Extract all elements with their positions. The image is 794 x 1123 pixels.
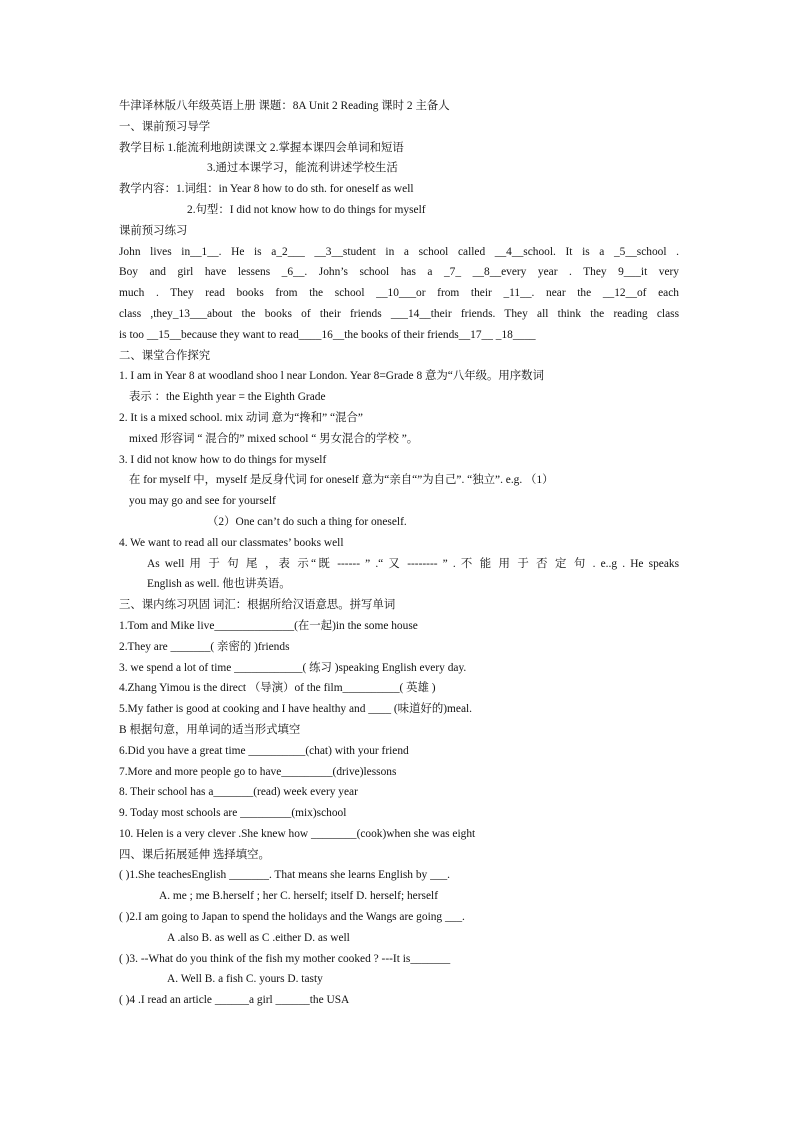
text-line: 1.Tom and Mike live______________(在一起)in the some house [119,619,418,632]
text-line: 1. I am in Year 8 at woodland shoo l near London. Year 8=Grade 8 意为“八年级。用序数词 [119,370,544,383]
text-line: John lives in__1__. He is a_2___ __3__student in a school called __4__school. It is a _5__school . [119,245,679,258]
text-line: 3.通过本课学习，能流利讲述学校生活 [207,162,398,175]
text-line: 2.They are _______( 亲密的 )friends [119,640,290,653]
text-line: A .also B. as well as C .either D. as well [167,931,350,944]
text-line: 表示 ：the Eighth year = the Eighth Grade [129,391,326,404]
text-line: 2.句型：I did not know how to do things for myself [187,203,426,216]
text-line: is too __15__because they want to read____16__the books of their friends__17__ _18____ [119,328,536,341]
text-line: 一、课前预习导学 [119,120,211,133]
text-line: 四、课后拓展延伸 选择填空。 [119,848,270,861]
text-line: 10. Helen is a very clever .She knew how ________(cook)when she was eight [119,827,476,840]
text-line: 课前预习练习 [119,224,188,237]
text-line: 在 for myself 中，myself 是反身代词 for oneself 意为“亲自“”为自己”. “独立”. e.g. （1） [129,474,554,487]
text-line: ( )2.I am going to Japan to spend the holidays and the Wangs are going ___. [119,911,465,924]
text-line: 9. Today most schools are _________(mix)school [119,807,347,820]
text-line: 5.My father is good at cooking and I have healthy and ____ (味道好的)meal. [119,703,473,716]
text-line: 6.Did you have a great time __________(chat) with your friend [119,744,409,757]
text-line: 教学目标 1.能流利地朗读课文 2.掌握本课四会单词和短语 [119,141,404,154]
text-line: （2）One can’t do such a thing for oneself. [207,515,407,528]
text-line: B 根据句意，用单词的适当形式填空 [119,723,301,736]
text-line: Boy and girl have lessens _6__. John’s school has a _7_ __8__every year . They 9___it very [119,266,679,279]
text-line: 4.Zhang Yimou is the direct （导演）of the film__________( 英雄 ) [119,682,436,695]
text-line: 二、课堂合作探究 [119,349,211,362]
text-line: mixed 形容词 “ 混合的” mixed school “ 男女混合的学校 ”。 [129,432,419,445]
document-page [119,96,679,1011]
text-line: 教学内容：1.词组：in Year 8 how to do sth. for oneself as well [119,183,414,196]
text-line: 2. It is a mixed school. mix 动词 意为“搀和” “混合” [119,411,363,424]
text-line: A. Well B. a fish C. yours D. tasty [167,973,323,986]
text-line: ( )1.She teachesEnglish _______. That means she learns English by ___. [119,869,451,882]
text-line: A. me ; me B.herself ; her C. herself; itself D. herself; herself [159,890,438,903]
text-line: 3. we spend a lot of time ____________( 练习 )speaking English every day. [119,661,467,674]
text-line: 三、课内练习巩固 词汇：根据所给汉语意思。拼写单词 [119,599,396,612]
text-line: much . They read books from the school __10___or from their _11__. near the __12__of each [119,287,679,300]
text-line: English as well. 他也讲英语。 [147,578,291,591]
text-line: class ,they_13___about the books of their friends ___14__their friends. They all think the reading class [119,307,679,320]
text-line: As well 用 于 句 尾 ，表 示“既 ------ ” .“ 又 -------- ” . 不 能 用 于 否 定 句 . e..g . He speaks [147,557,679,570]
text-line: ( )3. --What do you think of the fish my mother cooked ? ---It is_______ [119,952,451,965]
text-line: 3. I did not know how to do things for myself [119,453,327,466]
text-line: 7.More and more people go to have_________(drive)lessons [119,765,397,778]
text-line: ( )4 .I read an article ______a girl ______the USA [119,994,350,1007]
text-line: 8. Their school has a_______(read) week every year [119,786,358,799]
text-line: 牛津译林版八年级英语上册 课题：8A Unit 2 Reading 课时 2 主备人 [119,100,450,112]
text-line: 4. We want to read all our classmates’ books well [119,536,344,549]
text-line: you may go and see for yourself [129,495,276,508]
document-body [119,96,679,1011]
